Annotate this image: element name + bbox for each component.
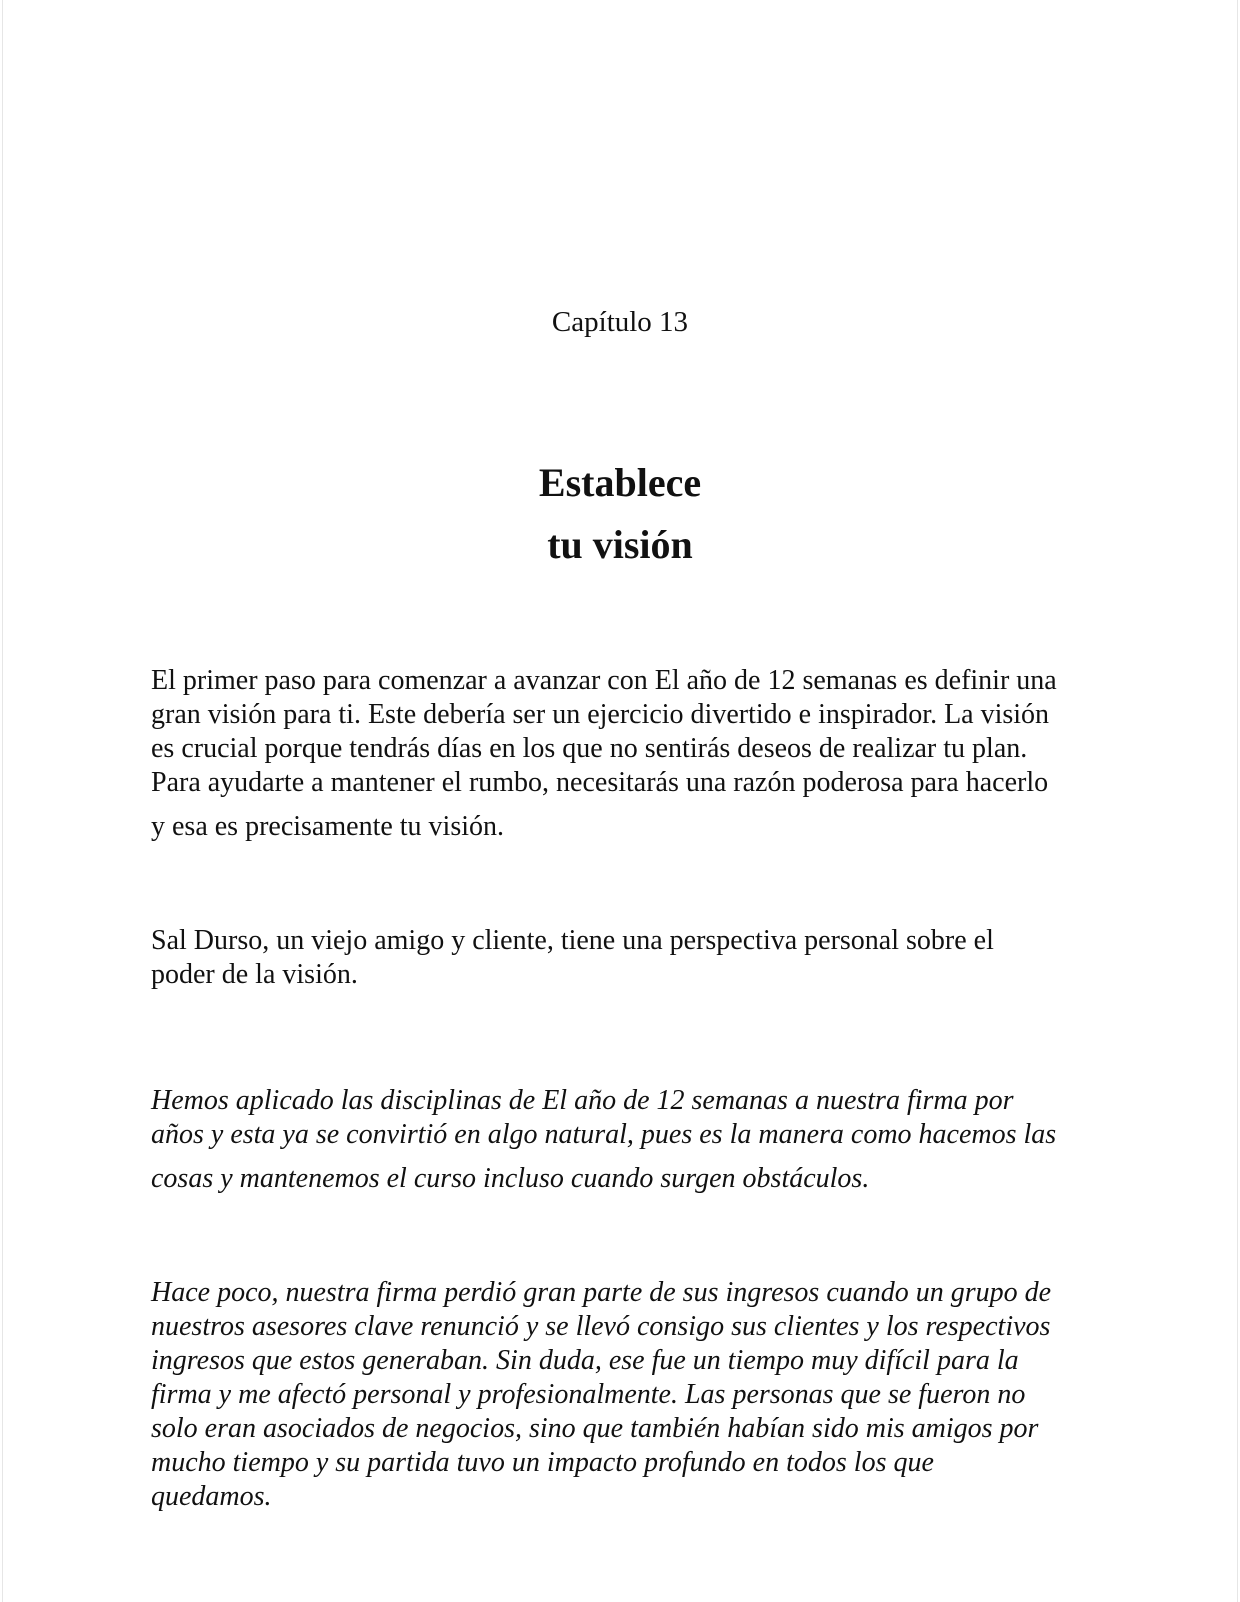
paragraph-line: poder de la visión. [151,959,358,990]
chapter-title-line-2: tu visión [547,522,693,567]
paragraph-intro [151,664,1101,844]
paragraph-line: gran visión para ti. Este debería ser un ejercicio divertido e inspirador. La visión [151,699,1050,730]
quote-line: quedamos. [151,1481,272,1512]
quote-line: Hemos aplicado las disciplinas de El año de 12 semanas a nuestra firma por [151,1085,1014,1116]
quote-line: cosas y mantenemos el curso incluso cuando surgen obstáculos. [151,1163,870,1194]
quote-paragraph-1 [151,1084,1101,1196]
quote-line: firma y me afectó personal y profesionalmente. Las personas que se fueron no [151,1379,1026,1410]
quote-line: Hace poco, nuestra firma perdió gran parte de sus ingresos cuando un grupo de [151,1277,1052,1308]
quote-line: nuestros asesores clave renunció y se llevó consigo sus clientes y los respectivos [151,1311,1051,1342]
paragraph-line: El primer paso para comenzar a avanzar con El año de 12 semanas es definir una [151,665,1057,696]
paragraph-line: Sal Durso, un viejo amigo y cliente, tiene una perspectiva personal sobre el [151,925,994,956]
quote-line: mucho tiempo y su partida tuvo un impacto profundo en todos los que [151,1447,934,1478]
quote-paragraph-2 [151,1276,1101,1514]
paragraph-line: es crucial porque tendrás días en los que no sentirás deseos de realizar tu plan. [151,733,1028,764]
quote-line: años y esta ya se convirtió en algo natural, pues es la manera como hacemos las [151,1119,1057,1150]
paragraph-line: y esa es precisamente tu visión. [151,811,505,842]
paragraph-line: Para ayudarte a mantener el rumbo, necesitarás una razón poderosa para hacerlo [151,767,1049,798]
chapter-label: Capítulo 13 [551,306,689,338]
quote-line: solo eran asociados de negocios, sino que también habían sido mis amigos por [151,1413,1039,1444]
chapter-title [3,452,1237,576]
book-page [2,0,1238,1602]
quote-line: ingresos que estos generaban. Sin duda, ese fue un tiempo muy difícil para la [151,1345,1019,1376]
paragraph-sal-durso [151,924,1101,992]
chapter-title-line-1: Establece [538,460,702,505]
